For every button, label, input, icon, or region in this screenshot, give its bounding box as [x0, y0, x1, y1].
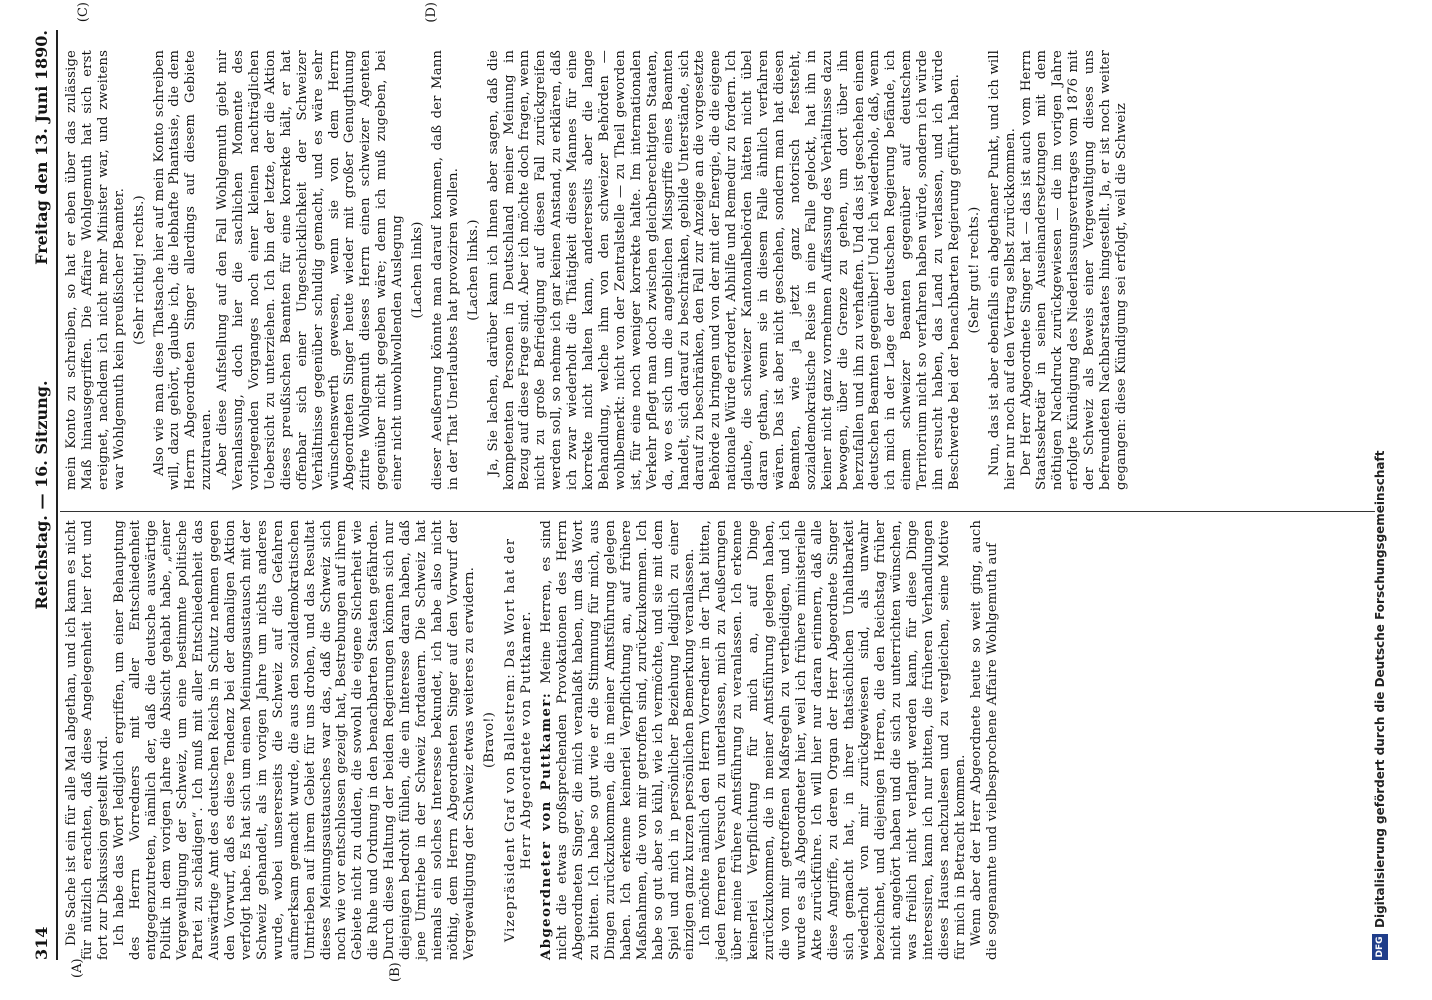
running-head	[32, 30, 54, 960]
paragraph: Also wie man diese Thatsache hier auf mein Konto schreiben will, dazu gehört, glaube ich, die lebhafte Phantasie, die dem Herrn Abgeordneten Singer allerdings auf diesem Gebiete zuzutrauen.	[151, 50, 215, 490]
audience-reaction: (Bravo!)	[481, 711, 497, 769]
paragraph: Meine Herren, es sind nicht die etwas großsprechenden Provokationen des Herrn Abgeordneten Singer, die mich veranlaßt haben, um das Wort zu bitten. Ich habe so gut wie er die Stimmung für mich, aus Dingen zurückzukommen, die in meiner Amtsführung gelegen haben. Ich erkenne keinerlei Verpflichtung an, auf frühere Maßnahmen, die von mir getroffen sind, zurückzukommen. Ich habe so gut aber so kühl, wie ich vermöchte, und sie mit dem Spiel und mich in persönlicher Beziehung lediglich zu einer einzigen ganz kurzen persönlichen Bemerkung veranlassen.	[539, 520, 698, 960]
header-rule	[56, 30, 58, 960]
paragraph: Wenn aber der Herr Abgeordnete heute so weit ging, auch die sogenannte und vielbesprochene Affaire Wohlgemuth auf	[968, 520, 1000, 960]
speaker-name: Abgeordneter von Puttkamer:	[539, 691, 555, 960]
margin-marker-a: (A)	[70, 958, 85, 978]
session-date: Freitag den 13. Juni 1890.	[32, 30, 51, 265]
paragraph: Ich möchte nämlich den Herrn Vorredner in der That bitten, jeden ferneren Versuch zu unterlassen, mich zu Aeußerungen über meine frühere Amtsführung zu veranlassen. Ich erkenne keinerlei Verpflichtung für mich an, auf Dinge zurückzukommen, die in meiner Amtsführung gelegen haben, die von mir getroffenen Maßregeln zu vertheidigen, und ich wurde es als Abgeordneter hier, weil ich frühere ministerielle Akte zurückführe. Ich will hier nur daran erinnern, daß alle diese Angriffe, zu deren Organ der Herr Abgeordnete Singer sich gemacht hat, in ihrer thatsächlichen Unhaltbarkeit wiederholt von mir zurückgewiesen sind, als unwahr bezeichnet, und diejenigen Herren, die den Reichstag früher nicht angehört haben und die sich zu unterrichten wünschen, was freilich nicht verlangt werden kann, für diese Dinge interessiren, kann ich nur bitten, die früheren Verhandlungen dieses Hauses nachzulesen und zu vergleichen, seine Motive für mich in Betracht kommen.	[698, 520, 968, 960]
digitization-credit: Digitalisierung gefördert durch die Deutsche Forschungsgemeinschaft	[1373, 450, 1387, 928]
column-divider	[60, 511, 1375, 512]
speaker-intro	[539, 520, 698, 960]
paragraph: Die Sache ist ein für alle Mal abgethan, und ich kann es nicht für nützlich erachten, daß diese Angelegenheit hier fort und fort zur Diskussion gestellt wird.	[64, 520, 111, 960]
paragraph: mein Konto zu schreiben, so hat er eben über das zulässige Maß hinausgegriffen. Die Affaire Wohlgemuth hat sich erst ereignet, nachdem ich nicht mehr Minister war, und zweitens war Wohlgemuth kein preußischer Beamter.	[64, 50, 127, 490]
audience-reaction: (Lachen links)	[410, 221, 426, 319]
page-number: 314	[32, 926, 51, 960]
page-title: Reichstag. — 16. Sitzung.	[32, 380, 51, 610]
paragraph: Aber diese Aufstellung auf den Fall Wohlgemuth giebt mir Veranlassung, doch hier die sachlichen Momente des vorliegenden Vorganges noch einer kleinen nachträglichen Uebersicht zu unterziehen. Ich bin der letzte, der die Aktion dieses preußischen Beamten für eine korrekte hält, er hat offenbar sich einer Ungeschicklichkeit der Schweizer Verhältnisse gegenüber schuldig gemacht, und es wäre sehr wünschenswerth gewesen, wenn sie von dem Herrn Abgeordneten Singer heute wieder mit großer Genugthuung zitirte Wohlgemuth dieses Herrn einen schweizer Agenten gegenüber nicht gegeben wäre; denn ich muß zugeben, bei einer nicht unwohlwollenden Auslegung	[215, 50, 406, 490]
audience-reaction: (Sehr gut! rechts.)	[966, 206, 982, 334]
paragraph: Nun, das ist aber ebenfalls ein abgethaner Punkt, und ich will hier nur noch auf den Vertrag selbst zurückkommen.	[986, 50, 1018, 490]
margin-marker-c: (C)	[76, 2, 91, 23]
dfg-logo: DFG	[1372, 934, 1388, 960]
paragraph: Ja, Sie lachen, darüber kann ich Ihnen aber sagen, daß die kompetenten Personen in Deutschland meiner Meinung in Bezug auf diese Frage sind. Aber ich möchte doch fragen, wenn nicht zu große Befriedigung auf diesen Fall zurückgreifen werden soll, so nehme ich gar keinen Anstand, zu erklären, daß ich zwar wiederholt die Thätigkeit dieses Mannes für eine korrekte nicht halten kann, andererseits aber die lange Behandlung, welche ihm von den schweizer Behörden — wohlbemerkt: nicht von der Zentralstelle — zu Theil geworden ist, für eine noch weniger korrekte halte. Im internationalen Verkehr pflegt man doch zwischen gleichberechtigten Staaten, da, wo es sich um die angeblichen Missgriffe eines Beamten handelt, sich darauf zu beschränken, gebilde Unterstände, sich darauf zu beschränken, den Fall zur Anzeige an die vorgesetzte Behörde zu bringen und von der mit der Energie, die die eigene nationale Würde erfordert, Abhilfe und Remedur zu fordern. Ich glaube, die schweizer Kantonalbehörden hätten nicht übel daran gethan, wenn sie in diesem Falle ähnlich verfahren wären. Das ist aber nicht geschehen, sondern man hat diesen Beamten, wie ja jetzt ganz notorisch feststeht, sozialdemokratische Reise in eine Falle gelockt, hat ihn in keiner nicht ganz vornehmen Auffassung des Verhältnisse dazu bewogen, über die Grenze zu gehen, um dort über ihn herzufallen und ihn zu verhaften. Und das ist geschehen einem deutschen Beamten gegenüber! Und ich wiederhole, daß, wenn ich mich in der Lage der deutschen Regierung befände, ich einem schweizer Beamten gegenüber auf deutschem Territorium nicht so verfahren haben würde, sondern ich würde ihn ersucht haben, das Land zu verlassen, und ich würde Beschwerde bei der benachbarten Regierung geführt haben.	[485, 50, 962, 490]
margin-marker-b: (B)	[388, 962, 403, 982]
left-column	[64, 520, 1001, 960]
audience-reaction: (Sehr richtig! rechts.)	[131, 195, 147, 345]
paragraph: Der Herr Abgeordnete Singer hat — das ist auch vom Herrn Staatssekretär in seinen Auseinandersetzungen mit dem nöthigen Nachdruck zurückgewiesen — die im vorigen Jahre erfolgte Kündigung des Niederlassungsvertrages vom 1876 mit der Schweiz als Beweis einer Vergewaltigung dieses uns befreundeten Nachbarstaates hingestellt. Ja, er ist noch weiter gegangen: diese Kündigung sei erfolgt, weil die Schweiz	[1018, 50, 1129, 490]
rotated-document-page	[20, 0, 1400, 1000]
margin-marker-d: (D)	[424, 2, 439, 23]
audience-reaction: (Lachen links.)	[465, 219, 481, 321]
digitization-footer	[1368, 10, 1388, 1000]
right-column	[64, 50, 1130, 490]
speaker-heading: Vizepräsident Graf von Ballestrem: Das Wort hat der Herr Abgeordnete von Puttkamer.	[503, 537, 535, 943]
paragraph: Ich habe das Wort lediglich ergriffen, um einer Behauptung des Herrn Vorredners mit aller Entschiedenheit entgegenzutreten, nämlich der, daß die deutsche auswärtige Politik in dem vorigen Jahre die Absicht gehabt habe, „einer Vergewaltigung der Schweiz, um eine bestimmte politische Partei zu schädigen“. Ich muß mit aller Entschiedenheit das Auswärtige Amt des deutschen Reichs in Schutz nehmen gegen den Vorwurf, daß es diese Tendenz bei der damaligen Aktion verfolgt habe. Es hat sich um einen Meinungsaustausch mit der Schweiz gehandelt, als im vorigen Jahre um nichts anderes wurde, wobei unsererseits die Schweiz auf die Gefahren aufmerksam gemacht wurde, die aus den sozialdemokratischen Umtrieben auf ihrem Gebiet für uns drohen, und das Resultat dieses Meinungsaustausches war das, daß die Schweiz sich noch wie vor entschlossen gezeigt hat, Bestrebungen auf ihrem Gebiete nicht zu dulden, die sowohl die eigene Sicherheit wie die Ruhe und Ordnung in den benachbarten Staaten gefährden. Durch diese Haltung der beiden Regierungen können sich nur diejenigen bedroht fühlen, die ein Interesse daran haben, daß jene Umtriebe in der Schweiz fortdauern. Die Schweiz hat niemals ein solches Interesse bekundet, ich habe also nicht nöthig, dem Herrn Abgeordneten Singer auf den Vorwurf der Vergewaltigung der Schweiz etwas weiteres zu erwidern.	[111, 520, 477, 960]
paragraph: dieser Aeußerung könnte man darauf kommen, daß der Mann in der That Unerlaubtes hat provoziren wollen.	[429, 50, 461, 490]
